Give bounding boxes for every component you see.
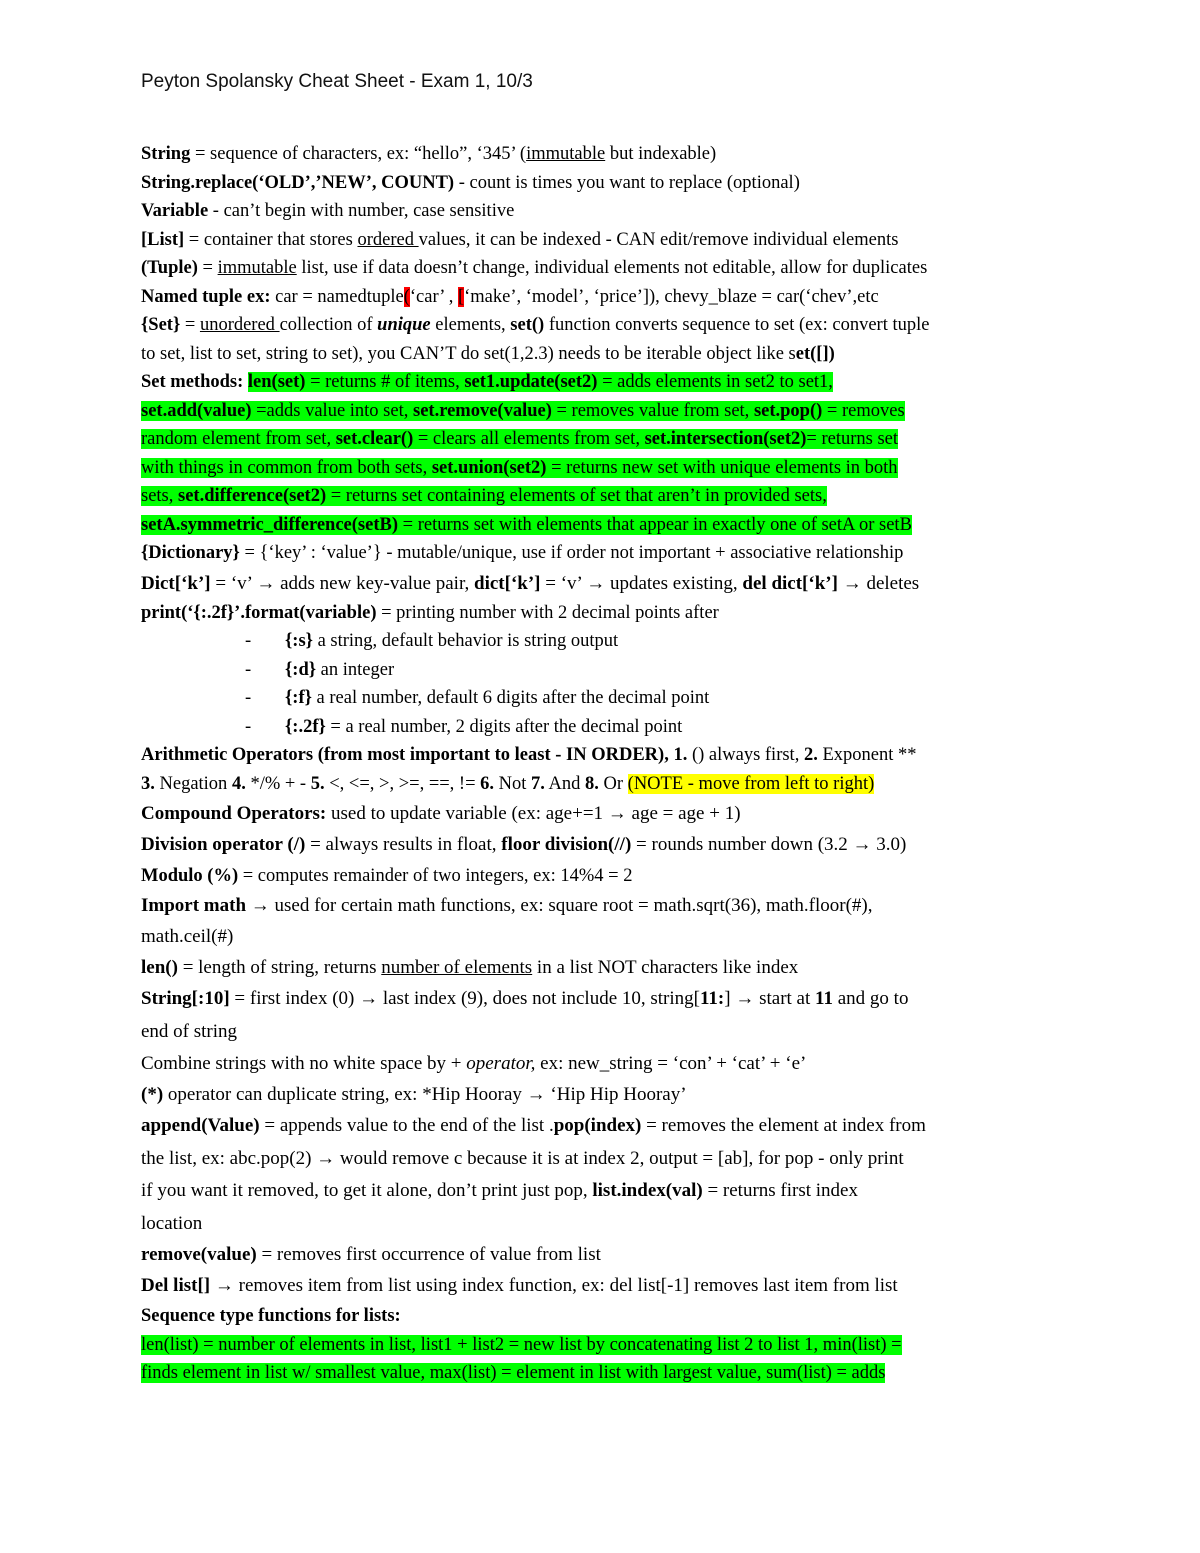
line-set-add [141, 397, 1066, 426]
line-string [141, 140, 1066, 169]
text: = length of string, returns [177, 957, 382, 978]
text: = returns new set with unique elements in both [546, 457, 898, 478]
text: = {‘key’ : ‘value’} - mutable/unique, use if order not important + associative relationship [239, 543, 904, 563]
text: = removes value from set, [551, 400, 754, 421]
text: = first index (0) → last index (9), does not include 10, string[ [229, 988, 700, 1009]
line-append-cont3 [141, 1208, 1066, 1239]
line-tuple [141, 254, 1066, 283]
text: = a real number, 2 digits after the decimal point [325, 716, 683, 737]
text: = returns set [806, 429, 898, 449]
italic-text: operator, [466, 1053, 536, 1074]
line-set-methods [141, 368, 1066, 397]
text: = returns set containing elements of set that aren’t in provided sets, [326, 486, 827, 506]
text: = printing number with 2 decimal points after [376, 602, 719, 623]
line-dictionary [141, 539, 1066, 568]
line-len [141, 952, 1066, 983]
text: collection of [279, 315, 378, 335]
line-arithmetic-cont [141, 770, 1066, 799]
text: - can’t begin with number, case sensitive [208, 201, 515, 221]
text: = computes remainder of two integers, ex: 14%4 = 2 [238, 865, 633, 886]
bold-text: 6. [480, 773, 495, 794]
bold-text: pop(index) [553, 1115, 642, 1136]
text: location [141, 1212, 203, 1234]
bold-text: set.intersection(set2) [644, 429, 807, 449]
bold-text: 5. [310, 773, 325, 794]
bullet-dash: - [245, 659, 252, 680]
text: = ‘v’ → updates existing, [540, 572, 743, 594]
text: a real number, default 6 digits after the decimal point [311, 688, 710, 708]
text: () always first, [687, 745, 804, 765]
bold-text: set.clear() [335, 429, 414, 449]
bold-text: setA.symmetric_difference(setB) [141, 514, 399, 535]
bold-text: Modulo (%) [141, 865, 239, 886]
text: = clears all elements from set, [413, 429, 645, 449]
bold-text: 2. [803, 745, 818, 765]
line-append-cont [141, 1143, 1066, 1176]
text: function converts sequence to set (ex: convert tuple [544, 315, 930, 335]
line-dict-ops [141, 568, 1066, 599]
bold-text: et([]) [795, 343, 835, 364]
text: and go to [832, 988, 909, 1009]
yellow-highlight: (NOTE - move from left to right) [627, 773, 875, 794]
text: Exponent ** [817, 745, 917, 765]
bold-text: 8. [585, 773, 599, 794]
text: but indexable) [605, 144, 717, 164]
text: used to update variable (ex: age+=1 → age = age + 1) [326, 803, 741, 824]
text: to set, list to set, string to set), you CAN’T do set(1,2.3) needs to be iterable object like s [141, 343, 796, 364]
bullet-dash: - [245, 688, 252, 708]
bold-text: 3. [141, 773, 155, 794]
line-del-list [141, 1270, 1066, 1303]
text: → deletes [837, 572, 920, 594]
text: ] → start at [724, 988, 816, 1009]
bullet-dash: - [245, 716, 252, 737]
line-named-tuple [141, 283, 1066, 312]
bold-text: list.index(val) [592, 1180, 703, 1201]
bold-text: Dict[‘k’] [141, 572, 211, 594]
text: - count is times you want to replace (optional) [454, 172, 800, 193]
bold-text: set.union(set2) [431, 457, 547, 478]
line-list [141, 226, 1066, 255]
italic-text: unique [377, 315, 431, 335]
bold-text: set.remove(value) [413, 400, 552, 421]
bold-text: Sequence type functions for lists: [141, 1306, 401, 1326]
text: with things in common from both sets, [141, 457, 432, 478]
bold-text: remove(value) [141, 1243, 257, 1265]
text: = [197, 258, 218, 278]
term-list: [List] [141, 229, 185, 250]
line-set [141, 311, 1066, 340]
text: = always results in float, [305, 834, 502, 855]
text: Negation [154, 773, 232, 794]
text: = removes [822, 400, 905, 421]
red-highlight: [ [457, 286, 465, 307]
bold-text: (*) [141, 1084, 164, 1105]
text: <, <=, >, >=, ==, != [324, 773, 481, 794]
line-variable [141, 197, 1066, 226]
line-duplicate [141, 1079, 1066, 1110]
text: = [180, 315, 200, 335]
bold-text: set.difference(set2) [178, 486, 327, 506]
text: = removes the element at index from [641, 1115, 926, 1136]
green-highlight: finds element in list w/ smallest value, max(list) = element in list with largest value, sum(list) = adds [141, 1363, 886, 1383]
underlined-text: unordered [199, 315, 280, 335]
line-string-replace [141, 169, 1066, 198]
term-string: String [141, 144, 191, 164]
line-set-union [141, 454, 1066, 483]
line-combine [141, 1048, 1066, 1079]
text: in a list NOT characters like index [532, 957, 799, 978]
line-string-slice-cont [141, 1016, 1066, 1049]
bold-text: dict[‘k’] [474, 572, 541, 594]
list-item [141, 627, 1066, 656]
bold-text: Import math [141, 895, 247, 916]
underlined-text: immutable [526, 144, 606, 164]
bold-text: set1.update(set2) [464, 372, 598, 392]
term-dictionary: {Dictionary} [141, 543, 240, 563]
text: operator can duplicate string, ex: *Hip Hooray → ‘Hip Hip Hooray’ [163, 1084, 687, 1105]
bold-text: 11 [815, 988, 833, 1009]
line-append-cont2 [141, 1175, 1066, 1208]
bold-text: {:s} [285, 631, 313, 651]
line-set-difference [141, 482, 1066, 511]
text: elements, [430, 315, 511, 335]
line-modulo [141, 862, 1066, 891]
line-print-format [141, 599, 1066, 628]
text: Not [494, 773, 532, 794]
text: = returns set with elements that appear in exactly one of setA or setB [398, 514, 912, 535]
term-variable: Variable [141, 201, 209, 221]
list-item [141, 656, 1066, 685]
text: sets, [141, 486, 178, 506]
bold-text: Compound Operators: [141, 803, 327, 824]
underlined-text: immutable [217, 258, 297, 278]
bold-text: Del list[] [141, 1274, 211, 1296]
text: values, it can be indexed - CAN edit/remove individual elements [418, 229, 899, 250]
term-string-replace: String.replace(‘OLD’,’NEW’, COUNT) [141, 172, 455, 193]
bold-text: len(set) [247, 372, 306, 392]
line-sequence-2 [141, 1359, 1066, 1388]
text: the list, ex: abc.pop(2) → would remove c because it is at index 2, output = [ab], for pop - only print [141, 1147, 904, 1169]
document-body [141, 140, 1066, 1388]
list-item [141, 713, 1066, 742]
term-set-function: set() [510, 315, 545, 335]
text: end of string [141, 1020, 238, 1042]
bullet-dash: - [245, 631, 252, 651]
page-header: Peyton Spolansky Cheat Sheet - Exam 1, 10/3 [141, 71, 533, 92]
text: = sequence of characters, ex: “hello”, ‘345’ ( [190, 144, 527, 164]
line-set-symmetric [141, 511, 1066, 540]
text: = returns # of items, [305, 372, 465, 392]
bold-text: set.add(value) [141, 400, 252, 421]
bold-text: Arithmetic Operators (from most important to least - IN ORDER), 1. [141, 745, 688, 765]
line-compound [141, 798, 1066, 829]
term-set-methods: Set methods: [141, 372, 248, 392]
text: math.ceil(#) [141, 926, 234, 947]
underlined-text: ordered [357, 229, 419, 250]
text: ex: new_string = ‘con’ + ‘cat’ + ‘e’ [535, 1053, 807, 1074]
text: a string, default behavior is string output [312, 631, 619, 651]
term-tuple: (Tuple) [141, 258, 198, 278]
bold-text: Division operator (/) [141, 834, 306, 855]
bold-text: del dict[‘k’] [742, 572, 838, 594]
bold-text: 7. [531, 773, 545, 794]
line-division [141, 829, 1066, 862]
line-append [141, 1110, 1066, 1143]
text: → removes item from list using index function, ex: del list[-1] removes last item from list [210, 1274, 898, 1296]
bold-text: {:d} [285, 659, 317, 680]
line-sequence-heading [141, 1302, 1066, 1331]
line-set-cont [141, 340, 1066, 369]
bold-text: set.pop() [753, 400, 823, 421]
text: Combine strings with no white space by + [141, 1053, 467, 1074]
text: =adds value into set, [251, 400, 413, 421]
bold-text: append(Value) [141, 1115, 260, 1136]
text: list, use if data doesn’t change, individual elements not editable, allow for duplicates [296, 258, 928, 278]
bold-text: String[:10] [141, 988, 230, 1009]
red-highlight: ( [403, 286, 410, 307]
text: = ‘v’ → adds new key-value pair, [210, 572, 475, 594]
text: = adds elements in set2 to set1, [597, 372, 833, 392]
text: = rounds number down (3.2 → 3.0) [631, 834, 907, 855]
green-highlight: len(list) = number of elements in list, list1 + list2 = new list by concatenating list 2 to list 1, min(list) = [141, 1334, 902, 1355]
text: → used for certain math functions, ex: square root = math.sqrt(36), math.floor(#), [246, 895, 873, 916]
text: = removes first occurrence of value from list [256, 1243, 601, 1265]
text: Or [598, 773, 628, 794]
text: an integer [316, 659, 395, 680]
text: = appends value to the end of the list . [259, 1115, 554, 1136]
term-named-tuple: Named tuple ex: [141, 286, 271, 307]
bold-text: {:f} [285, 688, 312, 708]
bold-text: 11: [699, 988, 725, 1009]
text: = returns first index [702, 1180, 858, 1201]
text: car = namedtuple [270, 286, 404, 307]
text: random element from set, [141, 429, 336, 449]
text: ‘car’ , [409, 286, 458, 307]
text: = container that stores [184, 229, 358, 250]
bold-text: floor division(//) [501, 834, 632, 855]
bold-text: {:.2f} [285, 716, 326, 737]
bold-text: 4. [231, 773, 246, 794]
text: if you want it removed, to get it alone, don’t print just pop, [141, 1180, 593, 1201]
list-item [141, 684, 1066, 713]
underlined-text: number of elements [381, 957, 533, 978]
text: ‘make’, ‘model’, ‘price’]), chevy_blaze = car(‘chev’,etc [464, 286, 879, 307]
line-string-slice [141, 983, 1066, 1016]
line-set-clear [141, 425, 1066, 454]
bold-text: len() [141, 957, 178, 978]
line-arithmetic [141, 741, 1066, 770]
bold-text: print(‘{:.2f}’.format(variable) [141, 602, 377, 623]
text: And [544, 773, 585, 794]
text: */% + - [245, 773, 311, 794]
line-remove [141, 1239, 1066, 1270]
term-set: {Set} [141, 315, 181, 335]
line-import-math-cont [141, 921, 1066, 952]
line-sequence-1 [141, 1331, 1066, 1360]
line-import-math [141, 890, 1066, 921]
